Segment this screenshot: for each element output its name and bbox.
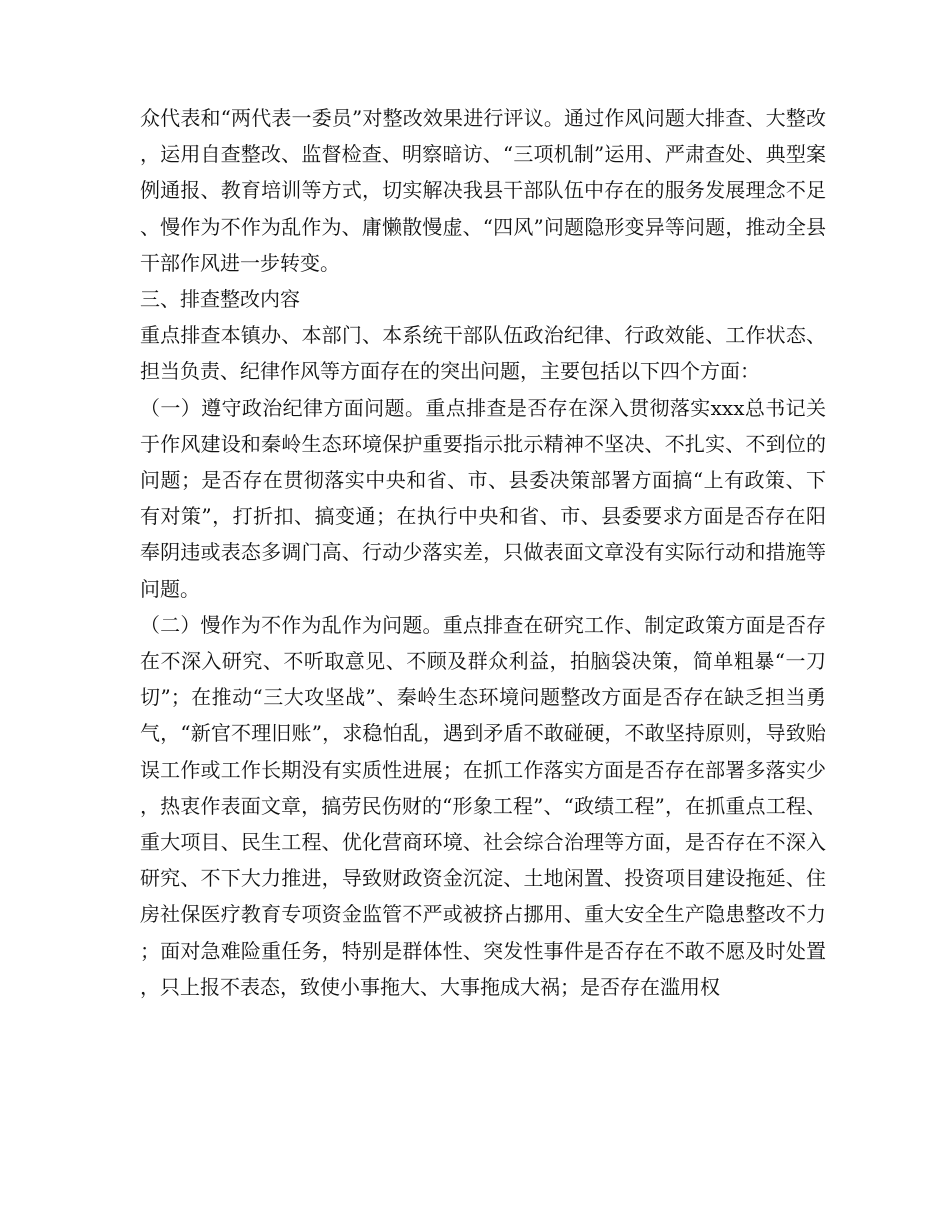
paragraph-continuation: 众代表和“两代表一委员”对整改效果进行评议。通过作风问题大排查、大整改，运用自查整改、监督检查、明察暗访、“三项机制”运用、严肃查处、典型案例通报、教育培训等方式，切实解决我县干部队伍中存在的服务发展理念不足、慢作为不作为乱作为、庸懒散慢虚、“四风”问题隐形变异等问题，推动全县干部作风进一步转变。 [140,106,826,275]
paragraph-item-1: （一）遵守政治纪律方面问题。重点排查是否存在深入贯彻落实xxx总书记关于作风建设和秦岭生态环境保护重要指示批示精神不坚决、不扎实、不到位的问题；是否存在贯彻落实中央和省、市、县委决策部署方面搞“上有政策、下有对策”，打折扣、搞变通；在执行中央和省、市、县委要求方面是否存在阳奉阴违或表态多调门高、行动少落实差，只做表面文章没有实际行动和措施等问题。 [140,395,826,601]
paragraph-intro: 重点排查本镇办、本部门、本系统干部队伍政治纪律、行政效能、工作状态、担当负责、纪律作风等方面存在的突出问题，主要包括以下四个方面： [140,323,826,384]
paragraph-item-2: （二）慢作为不作为乱作为问题。重点排查在研究工作、制定政策方面是否存在不深入研究、不听取意见、不顾及群众利益，拍脑袋决策，简单粗暴“一刀切”；在推动“三大攻坚战”、秦岭生态环境问题整改方面是否存在缺乏担当勇气，“新官不理旧账”，求稳怕乱，遇到矛盾不敢碰硬，不敢坚持原则，导致贻误工作或工作长期没有实质性进展；在抓工作落实方面是否存在部署多落实少，热衷作表面文章，搞劳民伤财的“形象工程”、“政绩工程”，在抓重点工程、重大项目、民生工程、优化营商环境、社会综合治理等方面，是否存在不深入研究、不下大力推进，导致财政资金沉淀、土地闲置、投资项目建设拖延、住房社保医疗教育专项资金监管不严或被挤占挪用、重大安全生产隐患整改不力；面对急难险重任务，特别是群体性、突发性事件是否存在不敢不愿及时处置，只上报不表态，致使小事拖大、大事拖成大祸；是否存在滥用权 [140,612,826,999]
section-heading: 三、排查整改内容 [140,287,300,312]
document-body [140,100,826,1005]
